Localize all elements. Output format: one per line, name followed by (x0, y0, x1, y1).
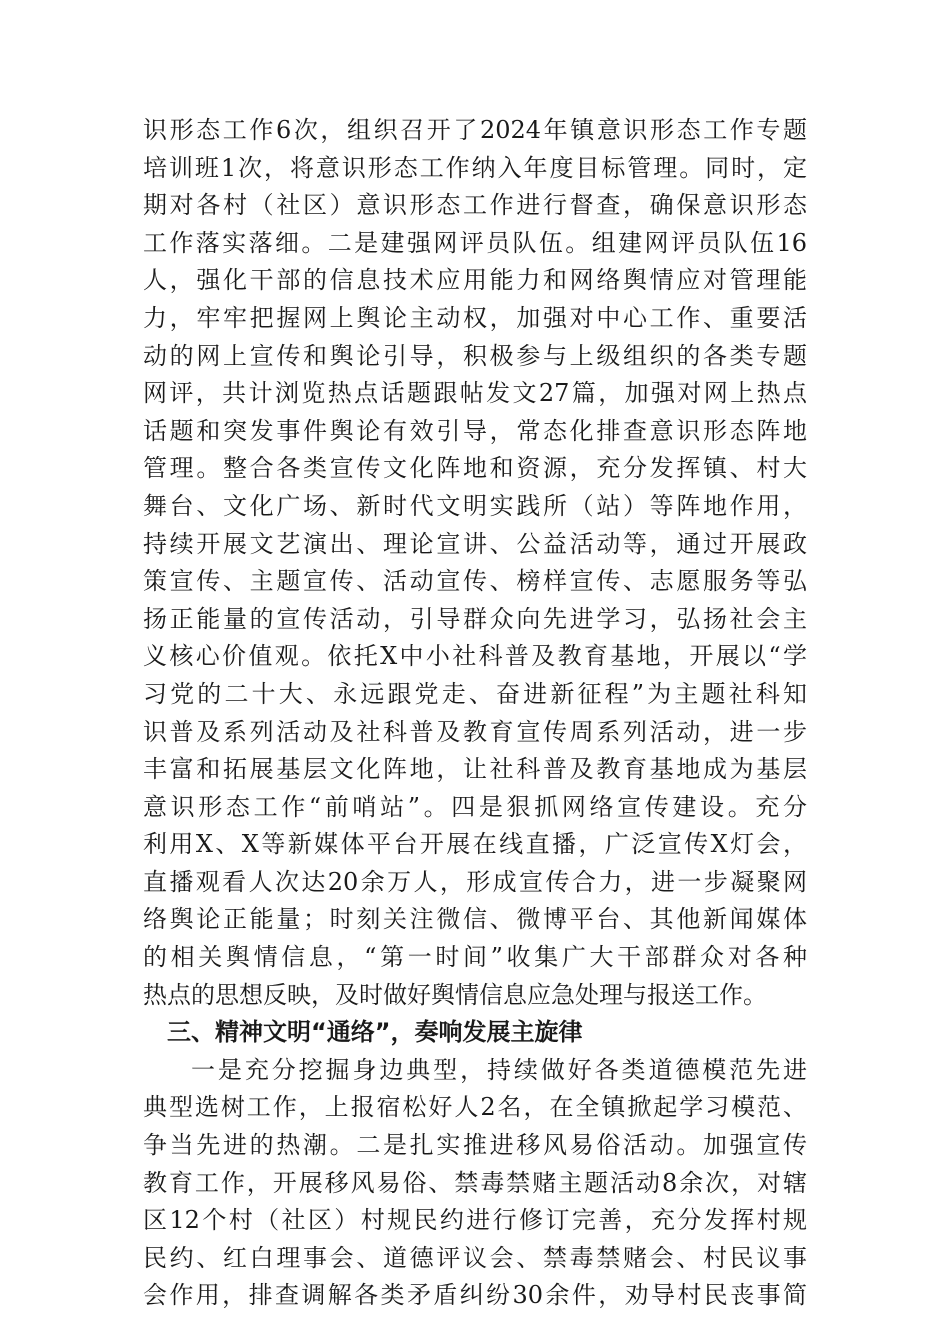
body-line: 策宣传、主题宣传、活动宣传、榜样宣传、志愿服务等弘 (143, 567, 807, 596)
body-line: 人，强化干部的信息技术应用能力和网络舆情应对管理能 (143, 266, 807, 295)
body-line: 义核心价值观。依托X中小社科普及教育基地，开展以“学 (143, 642, 807, 671)
body-line: 热点的思想反映，及时做好舆情信息应急处理与报送工作。 (143, 980, 767, 1009)
body-line: 网评，共计浏览热点话题跟帖发文27篇，加强对网上热点 (143, 379, 807, 408)
body-line: 扬正能量的宣传活动，引导群众向先进学习，弘扬社会主 (143, 604, 807, 633)
body-line: 力，牢牢把握网上舆论主动权，加强对中心工作、重要活 (143, 303, 807, 332)
body-line: 区12个村（社区）村规民约进行修订完善，充分发挥村规 (143, 1206, 807, 1235)
body-line: 工作落实落细。二是建强网评员队伍。组建网评员队伍16 (143, 228, 807, 257)
body-line: 民约、红白理事会、道德评议会、禁毒禁赌会、村民议事 (143, 1243, 807, 1272)
body-line: 培训班1次，将意识形态工作纳入年度目标管理。同时，定 (143, 153, 807, 182)
body-line: 典型选树工作，上报宿松好人2名，在全镇掀起学习模范、 (143, 1093, 807, 1122)
body-line: 意识形态工作“前哨站”。四是狠抓网络宣传建设。充分 (143, 792, 807, 821)
body-line: 话题和突发事件舆论有效引导，常态化排查意识形态阵地 (143, 416, 807, 445)
body-line: 识普及系列活动及社科普及教育宣传周系列活动，进一步 (143, 717, 807, 746)
body-line: 习党的二十大、永远跟党走、奋进新征程”为主题社科知 (143, 679, 807, 708)
body-line: 舞台、文化广场、新时代文明实践所（站）等阵地作用， (143, 491, 807, 520)
body-line: 一是充分挖掘身边典型，持续做好各类道德模范先进 (191, 1055, 807, 1084)
body-line: 期对各村（社区）意识形态工作进行督查，确保意识形态 (143, 191, 807, 220)
body-line: 管理。整合各类宣传文化阵地和资源，充分发挥镇、村大 (143, 454, 807, 483)
body-line: 识形态工作6次，组织召开了2024年镇意识形态工作专题 (143, 116, 807, 144)
body-line: 丰富和拓展基层文化阵地，让社科普及教育基地成为基层 (143, 755, 807, 784)
document-body (143, 112, 807, 1315)
body-line: 的相关舆情信息，“第一时间”收集广大干部群众对各种 (143, 943, 807, 972)
body-line: 利用X、X等新媒体平台开展在线直播，广泛宣传X灯会， (143, 830, 807, 859)
body-line: 会作用，排查调解各类矛盾纠纷30余件，劝导村民丧事简 (143, 1281, 807, 1310)
body-line: 教育工作，开展移风易俗、禁毒禁赌主题活动8余次，对辖 (143, 1168, 807, 1197)
body-line: 争当先进的热潮。二是扎实推进移风易俗活动。加强宣传 (143, 1131, 807, 1160)
body-line: 持续开展文艺演出、理论宣讲、公益活动等，通过开展政 (143, 529, 807, 558)
body-line: 络舆论正能量；时刻关注微信、微博平台、其他新闻媒体 (143, 905, 807, 934)
body-line: 直播观看人次达20余万人，形成宣传合力，进一步凝聚网 (143, 867, 807, 896)
body-line: 动的网上宣传和舆论引导，积极参与上级组织的各类专题 (143, 341, 807, 370)
section-heading: 三、精神文明“通络”，奏响发展主旋律 (167, 1018, 583, 1047)
